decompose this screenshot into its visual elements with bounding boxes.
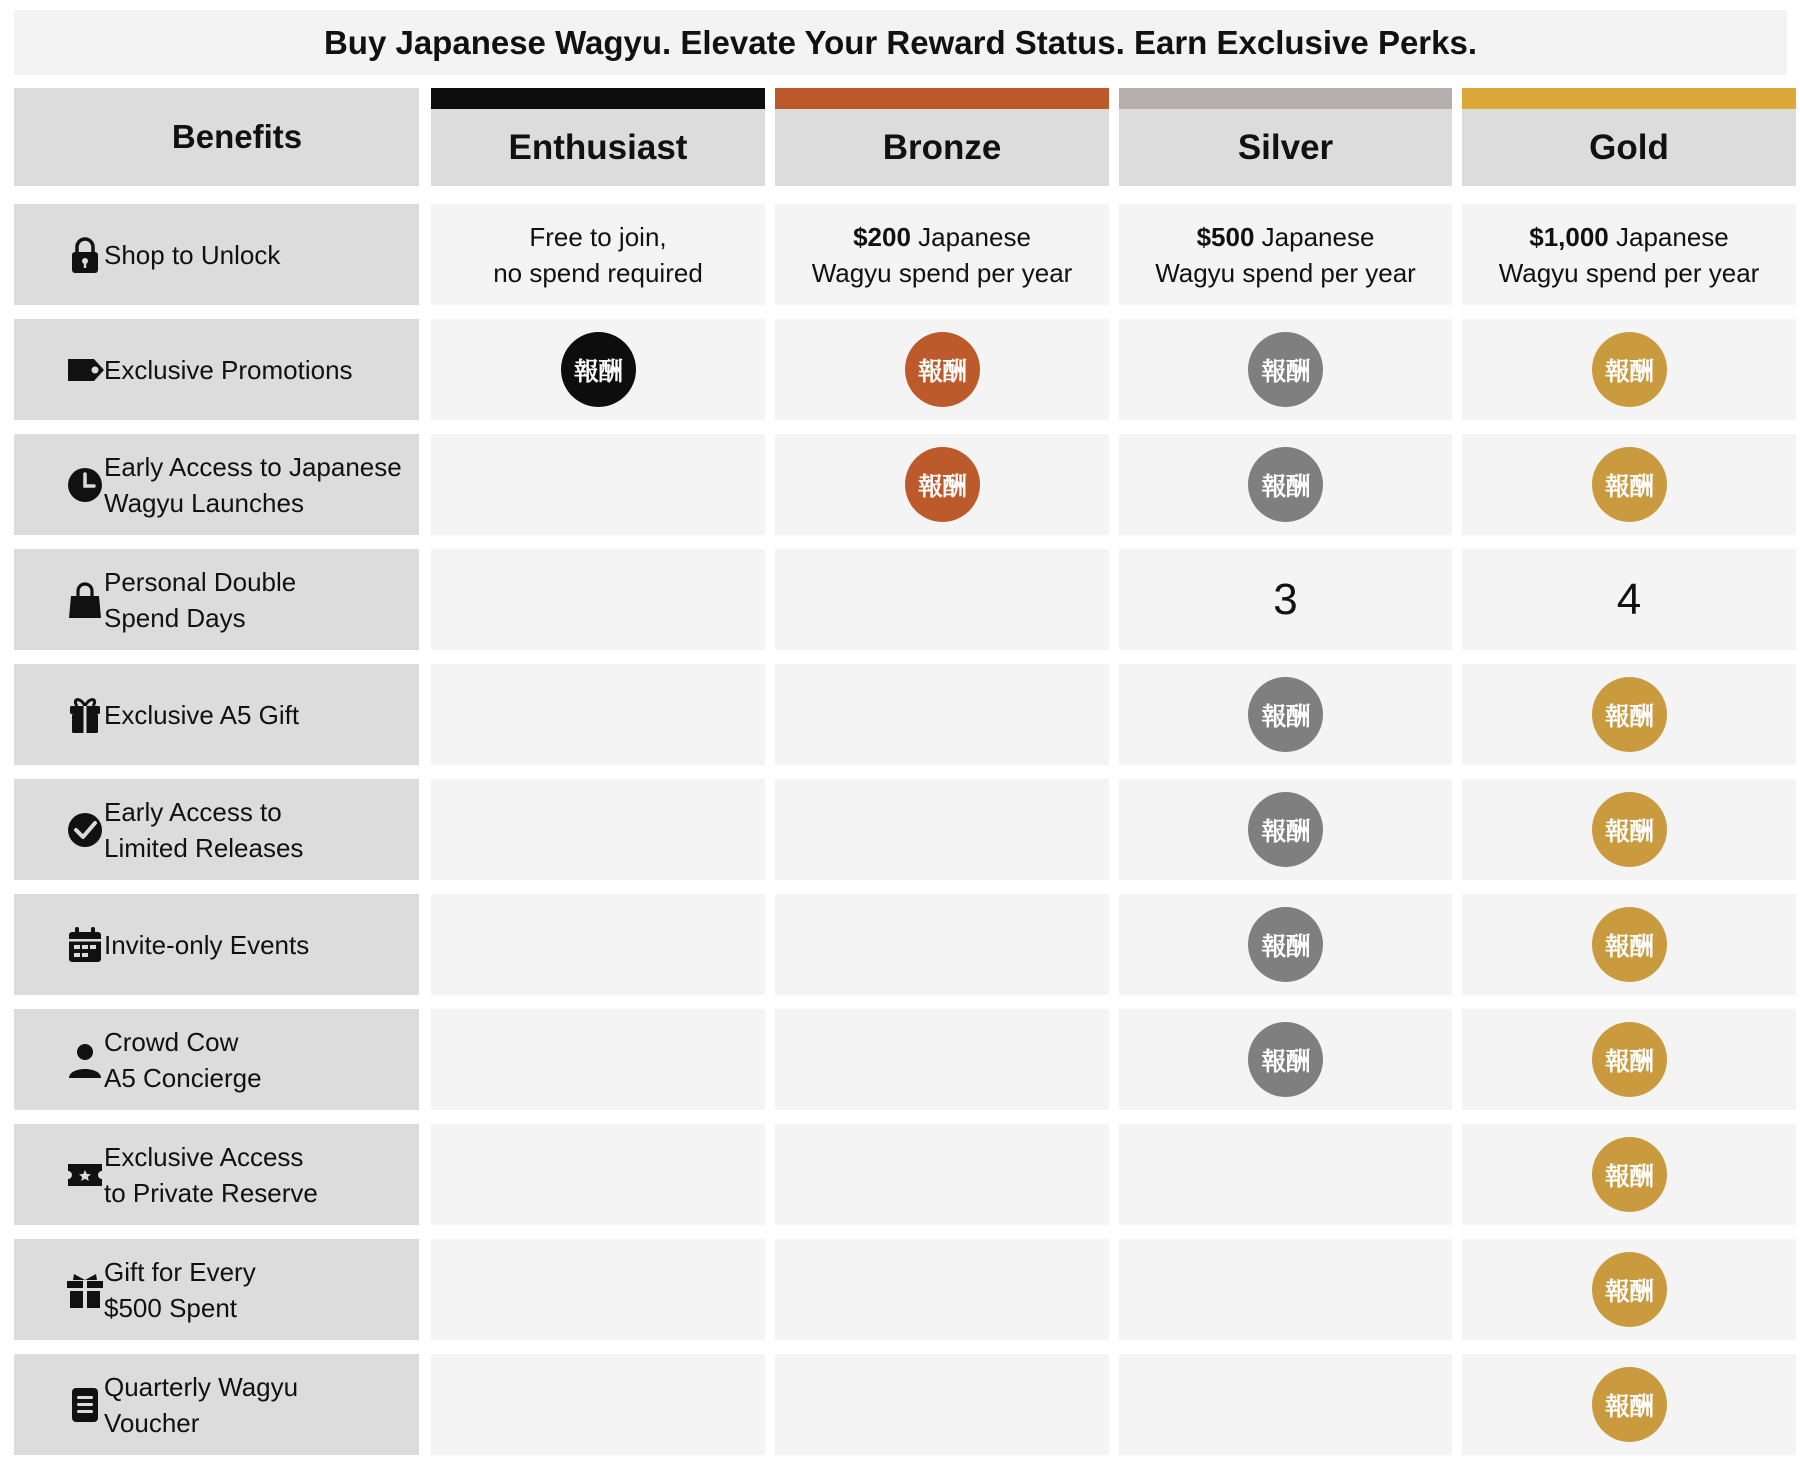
unlock-text-line-1: Japanese: [1254, 221, 1375, 252]
row-crowd-cow-a5-concierge: [0, 1009, 1800, 1110]
reward-badge: 報酬: [1248, 332, 1323, 407]
unlock-requirement: [493, 219, 703, 291]
benefit-label-cell: [14, 894, 419, 995]
benefit-cell-bronze: [775, 1124, 1109, 1225]
benefit-cell-gold: [1462, 549, 1796, 650]
tier-header-bronze: [775, 88, 1109, 186]
benefit-cell-gold: [1462, 1239, 1796, 1340]
reward-badge: 報酬: [1248, 1022, 1323, 1097]
unlock-requirement: [1499, 219, 1760, 291]
benefit-label-cell: [14, 779, 419, 880]
reward-badge: 報酬: [1592, 1252, 1667, 1327]
benefit-label-cell: [14, 434, 419, 535]
benefit-cell-silver: [1119, 664, 1452, 765]
unlock-amount: $500: [1196, 221, 1255, 252]
benefit-label: Shop to Unlock: [104, 239, 281, 270]
unlock-amount: $1,000: [1529, 221, 1609, 252]
reward-badge: 報酬: [561, 332, 636, 407]
row-invite-only-events: [0, 894, 1800, 995]
double-spend-days-count: 3: [1273, 574, 1298, 624]
benefit-cell-silver: [1119, 549, 1452, 650]
reward-badge: 報酬: [1592, 792, 1667, 867]
benefit-cell-enthusiast: [431, 434, 765, 535]
benefit-cell-silver: [1119, 1354, 1452, 1455]
row-early-access-to-japanese-wagyu-launches: [0, 434, 1800, 535]
benefit-cell-bronze: [775, 1239, 1109, 1340]
benefit-cell-gold: [1462, 1124, 1796, 1225]
tier-color-strip: [775, 88, 1109, 109]
unlock-amount: $200: [853, 221, 911, 252]
benefit-cell-enthusiast: [431, 1239, 765, 1340]
benefit-label: Invite-only Events: [104, 929, 310, 960]
benefit-label: Gift for Every $500 Spent: [104, 1256, 256, 1323]
benefit-cell-bronze: [775, 779, 1109, 880]
row-quarterly-wagyu-voucher: [0, 1354, 1800, 1455]
tier-name: Bronze: [882, 127, 1002, 167]
unlock-text-line-1: Japanese: [910, 221, 1031, 252]
benefit-label-cell: [14, 1354, 419, 1455]
benefit-cell-enthusiast: [431, 1124, 765, 1225]
benefit-cell-silver: [1119, 1124, 1452, 1225]
benefit-cell-silver: [1119, 319, 1452, 420]
unlock-cell-enthusiast: [431, 204, 765, 305]
page-banner: Buy Japanese Wagyu. Elevate Your Reward Status. Earn Exclusive Perks.: [14, 10, 1787, 75]
benefit-cell-gold: [1462, 1009, 1796, 1110]
benefit-label-cell: [14, 1009, 419, 1110]
reward-badge: 報酬: [1248, 907, 1323, 982]
row-gift-for-every-500-spent: [0, 1239, 1800, 1340]
unlock-text-line-2: Wagyu spend per year: [811, 257, 1073, 288]
benefit-cell-gold: [1462, 434, 1796, 535]
benefit-label: Personal Double Spend Days: [104, 566, 297, 633]
benefit-cell-enthusiast: [431, 894, 765, 995]
tier-header-silver: [1119, 88, 1452, 186]
reward-badge: 報酬: [1592, 1137, 1667, 1212]
benefit-cell-gold: [1462, 664, 1796, 765]
tier-color-strip: [1462, 88, 1796, 109]
benefit-cell-silver: [1119, 779, 1452, 880]
benefit-cell-enthusiast: [431, 319, 765, 420]
row-exclusive-promotions: [0, 319, 1800, 420]
benefit-label: Quarterly Wagyu Voucher: [104, 1371, 299, 1438]
benefit-cell-gold: [1462, 319, 1796, 420]
unlock-line-1: [1155, 219, 1416, 255]
reward-badge: 報酬: [1592, 447, 1667, 522]
benefits-column-header: [14, 88, 419, 186]
reward-badge: 報酬: [905, 332, 980, 407]
benefit-cell-enthusiast: [431, 1354, 765, 1455]
benefit-cell-enthusiast: [431, 779, 765, 880]
benefit-label: Exclusive Promotions: [104, 354, 353, 385]
reward-badge: 報酬: [1248, 677, 1323, 752]
benefit-label: Exclusive Access to Private Reserve: [104, 1141, 318, 1208]
row-exclusive-a5-gift: [0, 664, 1800, 765]
reward-badge: 報酬: [1248, 447, 1323, 522]
benefit-label-cell: [14, 1239, 419, 1340]
benefit-cell-silver: [1119, 894, 1452, 995]
row-exclusive-access-to-private-reserve: [0, 1124, 1800, 1225]
unlock-text-line-2: Wagyu spend per year: [1498, 257, 1760, 288]
benefit-cell-gold: [1462, 779, 1796, 880]
benefit-cell-silver: [1119, 434, 1452, 535]
benefit-cell-enthusiast: [431, 549, 765, 650]
benefit-label: Early Access to Limited Releases: [104, 796, 304, 863]
tier-header-gold: [1462, 88, 1796, 186]
benefit-cell-bronze: [775, 664, 1109, 765]
double-spend-days-count: 4: [1616, 574, 1642, 624]
tier-name: Gold: [1589, 127, 1669, 167]
reward-badge: 報酬: [905, 447, 980, 522]
unlock-cell-silver: [1119, 204, 1452, 305]
unlock-requirement: [812, 219, 1073, 291]
row-shop-to-unlock: [0, 204, 1800, 305]
unlock-line-1: [1499, 219, 1760, 255]
benefit-cell-bronze: [775, 549, 1109, 650]
benefit-label-cell: [14, 319, 419, 420]
unlock-text-line-2: no spend required: [493, 257, 703, 288]
benefit-label-cell: [14, 1124, 419, 1225]
row-early-access-to-limited-releases: [0, 779, 1800, 880]
benefit-cell-bronze: [775, 434, 1109, 535]
benefit-label: Exclusive A5 Gift: [104, 699, 300, 730]
unlock-requirement: [1155, 219, 1416, 291]
unlock-cell-bronze: [775, 204, 1109, 305]
benefit-cell-enthusiast: [431, 1009, 765, 1110]
reward-badge: 報酬: [1592, 332, 1667, 407]
tier-name: Enthusiast: [508, 127, 688, 167]
benefit-cell-bronze: [775, 1354, 1109, 1455]
benefits-header-label: Benefits: [171, 118, 303, 155]
tier-color-strip: [1119, 88, 1452, 109]
reward-badge: 報酬: [1592, 677, 1667, 752]
benefit-cell-bronze: [775, 894, 1109, 995]
benefit-cell-gold: [1462, 1354, 1796, 1455]
row-personal-double-spend-days: [0, 549, 1800, 650]
benefit-label: Early Access to Japanese Wagyu Launches: [104, 451, 402, 518]
benefit-cell-bronze: [775, 1009, 1109, 1110]
benefit-cell-silver: [1119, 1239, 1452, 1340]
unlock-text-line-2: Wagyu spend per year: [1155, 257, 1416, 288]
unlock-line-1: [493, 219, 703, 255]
benefit-label-cell: [14, 664, 419, 765]
reward-badge: 報酬: [1248, 792, 1323, 867]
benefit-cell-gold: [1462, 894, 1796, 995]
unlock-cell-gold: [1462, 204, 1796, 305]
unlock-line-1: [812, 219, 1073, 255]
unlock-text-line-1: Free to join,: [529, 221, 667, 252]
benefit-label: Crowd Cow A5 Concierge: [104, 1026, 262, 1093]
benefit-cell-enthusiast: [431, 664, 765, 765]
unlock-text-line-1: Japanese: [1608, 221, 1729, 252]
tier-header-enthusiast: [431, 88, 765, 186]
benefit-label-cell: [14, 549, 419, 650]
benefit-cell-silver: [1119, 1009, 1452, 1110]
reward-badge: 報酬: [1592, 1367, 1667, 1442]
tier-name: Silver: [1237, 127, 1334, 167]
benefit-cell-bronze: [775, 319, 1109, 420]
reward-badge: 報酬: [1592, 907, 1667, 982]
reward-badge: 報酬: [1592, 1022, 1667, 1097]
tier-color-strip: [431, 88, 765, 109]
benefit-label-cell: [14, 204, 419, 305]
